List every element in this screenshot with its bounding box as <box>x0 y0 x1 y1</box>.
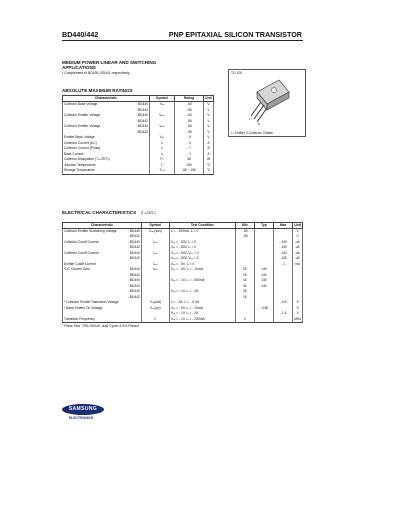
cell-test-condition: Iₓ = - 100mA, Iₒ = 0 <box>169 228 235 234</box>
cell-symbol: Iₓ <box>150 141 175 147</box>
row-label: Base Current <box>64 151 84 156</box>
row-variant: : BD440 <box>136 124 148 128</box>
elec-condition: (Tₓ=25°C) <box>140 211 156 215</box>
row-variant: : BD442 <box>136 118 148 123</box>
cell-unit: A <box>204 141 214 147</box>
cell-test-condition: Vₓₑ = - 80V, Iₒ = 0 <box>169 245 235 251</box>
cell-unit: mA <box>293 262 303 268</box>
cell-rating: - 60 <box>175 113 204 119</box>
row-variant: : BD442 <box>127 283 140 288</box>
cell-unit: V <box>204 102 214 108</box>
row-variant: : BD440 <box>127 250 140 255</box>
cell-unit: A <box>204 152 214 158</box>
cell-unit: V <box>293 306 303 312</box>
col-rating: Rating <box>175 96 204 102</box>
cell-test-condition: Vₓₑ = - 1V, Iₓ = - 2A <box>169 311 235 317</box>
device-title: PNP EPITAXIAL SILICON TRANSISTOR <box>168 30 302 39</box>
cell-min: 3 <box>235 317 254 323</box>
pin-assignment: 1. Emitter 2.Collector 3.Base <box>231 131 273 135</box>
cell-min: 15 <box>235 273 254 279</box>
cell-unit: uA <box>293 240 303 246</box>
row-variant: : BD442 <box>127 245 140 250</box>
cell-rating: - 7 <box>175 146 204 152</box>
table-row <box>63 317 303 323</box>
cell-unit: V <box>204 130 214 136</box>
package-outline-box <box>228 69 306 137</box>
cell-max: - 1.5 <box>274 311 293 317</box>
col-characteristic: Characteristic <box>63 96 150 102</box>
cell-max <box>274 317 293 323</box>
row-variant: : BD442 <box>127 272 140 277</box>
cell-unit: V <box>293 300 303 306</box>
cell-unit: uA <box>293 245 303 251</box>
cell-unit: V <box>293 234 303 240</box>
row-variant: : BD440 <box>127 278 140 283</box>
row-variant: : BD440 <box>127 228 140 233</box>
cell-test-condition: Vₓₑ = - 60V, Vₑₒ = 0 <box>169 251 235 257</box>
part-number: BD440/442 <box>62 30 99 39</box>
row-label: Collector Dissipation (Tₓ=25°C) <box>64 157 110 161</box>
cell-max: - 100 <box>274 245 293 251</box>
cell-min: 25 <box>235 289 254 295</box>
cell-test-condition: Vₓₑ = - 60V, Iₒ = 0 <box>169 240 235 246</box>
cell-typ: 140 <box>254 273 273 279</box>
cell-symbol: Vₓₑₒ <box>150 113 175 119</box>
cell-test-condition: Iₓ = - 2A, Iₒ = - 0.2A <box>169 300 235 306</box>
cell-typ <box>254 317 273 323</box>
cell-max: - 100 <box>274 256 293 262</box>
col-symbol: Symbol <box>150 96 175 102</box>
complement-note: • Complement to BD439, BD441 respectively <box>62 70 130 75</box>
cell-symbol: Vₑₒ <box>150 135 175 141</box>
cell-rating: - 5 <box>175 135 204 141</box>
row-variant: : BD440 <box>127 239 140 244</box>
cell-symbol: hₑₑ <box>141 267 169 273</box>
row-variant: : BD442 <box>136 129 148 134</box>
col-symbol: Symbol <box>141 223 169 229</box>
pulse-test-footnote: * Pulse Test : PW=300uS, duty Cycle=1.5% Pulsed <box>62 324 139 329</box>
row-label: Collector Current (Pulse) <box>64 146 101 150</box>
col-min: Min <box>235 223 254 229</box>
cell-rating: 36 <box>175 157 204 163</box>
cell-rating: - 4 <box>175 141 204 147</box>
cell-test-condition: Vₓₑ = - 5V, Iₓ = - 10mA <box>169 267 235 273</box>
cell-characteristic <box>63 317 142 323</box>
row-label: Collector Base Voltage <box>64 102 98 106</box>
cell-unit: °C <box>204 168 214 174</box>
cell-rating: - 80 <box>175 108 204 114</box>
cell-max: - 100 <box>274 240 293 246</box>
cell-symbol: Vₓₑ(sat) <box>141 300 169 306</box>
cell-unit: V <box>204 135 214 141</box>
cell-rating: 150 <box>175 163 204 169</box>
header-divider <box>62 40 303 41</box>
cell-test-condition: Vₑₒ = - 5V, Iₓ = 0 <box>169 262 235 268</box>
row-label: Collector Cutoff Current <box>64 239 99 244</box>
abs-max-table <box>62 95 214 174</box>
row-label: Emitter Cutoff Current <box>64 261 97 266</box>
elec-title: ELECTRICAL CHARACTERISTICS <box>62 210 137 215</box>
col-unit: Unit <box>205 95 212 100</box>
cell-test-condition: Vₓₑ = - 5V, Iₓ = - 10mA <box>169 306 235 312</box>
row-label: Storage Temperature <box>64 168 95 172</box>
row-label: Collector Emitter Sustaining Voltage <box>64 228 117 233</box>
abs-max-title: ABSOLUTE MAXIMUM RATINGS <box>62 88 133 93</box>
row-variant: : BD442 <box>127 294 140 299</box>
cell-rating: - 80 <box>175 130 204 136</box>
cell-unit: V <box>204 124 214 130</box>
cell-test-condition: Vₓₑ = - 80V, Vₑₒ = 0 <box>169 256 235 262</box>
cell-symbol: Pₓ <box>150 157 175 163</box>
elec-table <box>62 222 303 323</box>
cell-characteristic <box>63 168 150 174</box>
cell-unit: °C <box>204 163 214 169</box>
row-label: Emitter Base Voltage <box>64 135 95 139</box>
cell-symbol: Iₑₒₒ <box>141 262 169 268</box>
cell-symbol: Vₒₑ(on) <box>141 306 169 312</box>
cell-min: - 80 <box>235 234 254 240</box>
col-characteristic: Characteristic <box>63 223 142 229</box>
cell-test-condition: Vₓₑ = - 1V, Iₓ = - 2A <box>169 289 235 295</box>
cell-min: 40 <box>235 284 254 290</box>
row-variant: : BD442 <box>136 107 148 112</box>
row-label: *DC Current Gain <box>64 267 90 272</box>
intro-heading-2: APPLICATIONS <box>62 65 96 71</box>
svg-text:1: 1 <box>249 117 251 121</box>
row-label: Collector Current (DC) <box>64 140 97 145</box>
abs-max-section <box>62 88 214 175</box>
row-variant: : BD442 <box>127 256 140 261</box>
row-variant: : BD440 <box>127 289 140 294</box>
row-variant: : BD442 <box>127 234 140 239</box>
cell-max: - 0.8 <box>274 300 293 306</box>
svg-text:3: 3 <box>258 122 260 126</box>
cell-unit: MHz <box>293 317 303 323</box>
cell-symbol: fₜ <box>141 317 169 323</box>
cell-symbol: Iₓ <box>150 146 175 152</box>
cell-symbol: Tₛₜ₉ <box>150 168 175 174</box>
cell-rating: -65 ~ 150 <box>175 168 204 174</box>
cell-unit: V <box>204 108 214 114</box>
cell-unit: V <box>293 228 303 234</box>
elec-section <box>62 201 303 328</box>
col-test-condition: Test Condition <box>169 223 235 229</box>
cell-max: - 100 <box>274 251 293 257</box>
cell-unit: W <box>204 157 214 163</box>
row-label: Collector Cutoff Current <box>64 250 99 255</box>
samsung-logo-sub: ELECTRONICS <box>69 416 94 420</box>
col-max: Max <box>274 223 293 229</box>
row-label: Junction Temperature <box>64 162 96 167</box>
cell-min: 15 <box>235 295 254 301</box>
table-row <box>63 168 214 174</box>
cell-typ: 140 <box>254 284 273 290</box>
row-label: Collector Emitter Voltage <box>64 124 101 128</box>
cell-test-condition: Vₓₑ = - 1V, Iₓ = - 500mA <box>169 278 235 284</box>
cell-unit: A <box>204 146 214 152</box>
cell-symbol: Iₒ <box>150 152 175 158</box>
cell-symbol: Vₓₒ <box>150 102 175 108</box>
cell-min: - 60 <box>235 228 254 234</box>
cell-unit: V <box>204 119 214 125</box>
intro <box>62 60 156 75</box>
row-label: * Base Emitter On Voltage <box>64 305 103 310</box>
cell-rating: - 1 <box>175 152 204 158</box>
to126-package-drawing <box>229 70 305 136</box>
cell-symbol: Tⱼ <box>150 163 175 169</box>
cell-min: 25 <box>235 267 254 273</box>
cell-symbol: Vₓₑᵣ <box>150 124 175 130</box>
samsung-logo-mark: SAMSUNG <box>62 404 104 415</box>
cell-typ: 140 <box>254 278 273 284</box>
cell-unit: uA <box>293 256 303 262</box>
cell-typ: - 0.58 <box>254 306 273 312</box>
row-label: Collector Emitter Voltage <box>64 113 101 117</box>
row-label: Transition Frequency <box>64 316 95 321</box>
cell-rating: - 80 <box>175 119 204 125</box>
col-typ: Typ <box>254 223 273 229</box>
cell-test-condition: Vₓₑ = - 1V, Iₓ = - 250mA <box>169 317 235 323</box>
cell-symbol: Iₓₑₒ <box>141 240 169 246</box>
cell-max: - 1 <box>274 262 293 268</box>
cell-unit: V <box>204 113 214 119</box>
cell-typ: 140 <box>254 267 273 273</box>
row-variant: : BD440 <box>136 113 148 117</box>
cell-symbol: Vₓₑₒ(sus) <box>141 228 169 234</box>
package-name: TO-126 <box>231 71 242 75</box>
elec-title-row <box>62 201 303 219</box>
cell-unit: V <box>293 311 303 317</box>
row-variant: : BD440 <box>136 102 148 106</box>
row-variant: : BD440 <box>127 267 140 272</box>
cell-symbol: Iₓₑᵣ <box>141 251 169 257</box>
intro-heading-1: MEDIUM POWER LINEAR AND SWITCHING <box>62 60 157 65</box>
cell-unit: uA <box>293 251 303 257</box>
row-label: * Collector Emitter Saturation Voltage <box>64 300 119 305</box>
col-unit: Unit <box>294 222 301 227</box>
cell-min: 40 <box>235 278 254 284</box>
cell-rating: - 60 <box>175 102 204 108</box>
samsung-logo <box>62 404 124 420</box>
cell-rating: - 60 <box>175 124 204 130</box>
